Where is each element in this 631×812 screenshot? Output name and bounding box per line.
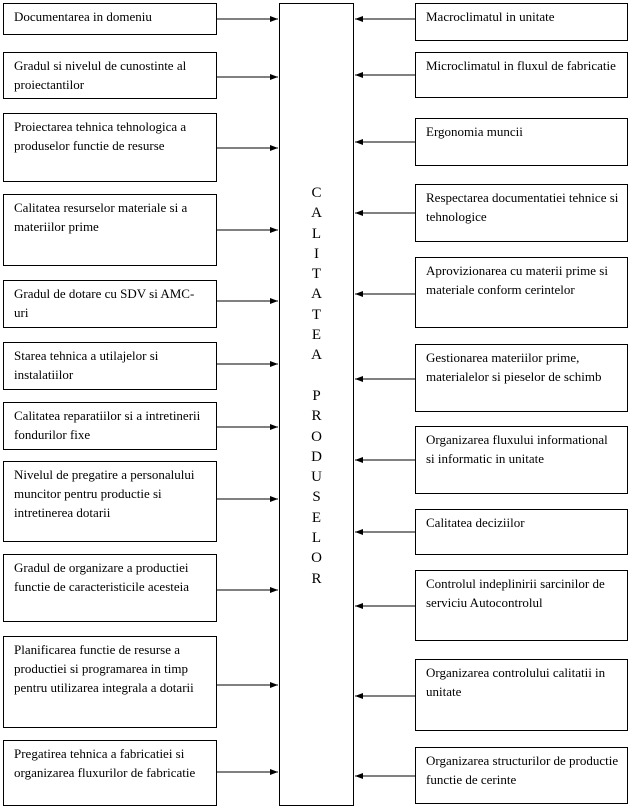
factor-label: Gestionarea materiilor prime, materialelor si pieselor de schimb <box>426 350 602 384</box>
factor-label: Calitatea reparatiilor si a intretinerii fondurilor fixe <box>14 408 201 442</box>
factor-label: Gradul de organizare a productiei functie de caracteristicile acesteia <box>14 560 190 594</box>
factor-label: Respectarea documentatiei tehnice si tehnologice <box>426 190 619 224</box>
product-quality-title: C A L I T A T E A P R O D U S E L O R <box>311 185 322 587</box>
factor-label: Gradul de dotare cu SDV si AMC-uri <box>14 286 195 320</box>
factor-label: Microclimatul in fluxul de fabricatie <box>426 58 616 73</box>
factor-label: Documentarea in domeniu <box>14 9 152 24</box>
factor-label: Organizarea controlului calitatii in unitate <box>426 665 606 699</box>
factor-label: Organizarea fluxului informational si informatic in unitate <box>426 432 608 466</box>
factor-label: Controlul indeplinirii sarcinilor de serviciu Autocontrolul <box>426 576 605 610</box>
factor-label: Pregatirea tehnica a fabricatiei si organizarea fluxurilor de fabricatie <box>14 746 196 780</box>
factor-label: Macroclimatul in unitate <box>426 9 555 24</box>
factor-label: Proiectarea tehnica tehnologica a produselor functie de resurse <box>14 119 187 153</box>
factor-label: Calitatea deciziilor <box>426 515 525 530</box>
factor-label: Nivelul de pregatire a personalului muncitor pentru productie si intretinerea dotarii <box>14 467 195 520</box>
factor-label: Starea tehnica a utilajelor si instalatiilor <box>14 348 159 382</box>
factor-label: Planificarea functie de resurse a productiei si programarea in timp pentru utilizarea integrala a dotarii <box>14 642 194 695</box>
factor-label: Gradul si nivelul de cunostinte al proiectantilor <box>14 58 187 92</box>
factor-label: Aprovizionarea cu materii prime si materiale conform cerintelor <box>426 263 608 297</box>
factor-label: Calitatea resurselor materiale si a materiilor prime <box>14 200 188 234</box>
factor-label: Organizarea structurilor de productie functie de cerinte <box>426 753 619 787</box>
factor-label: Ergonomia muncii <box>426 124 523 139</box>
